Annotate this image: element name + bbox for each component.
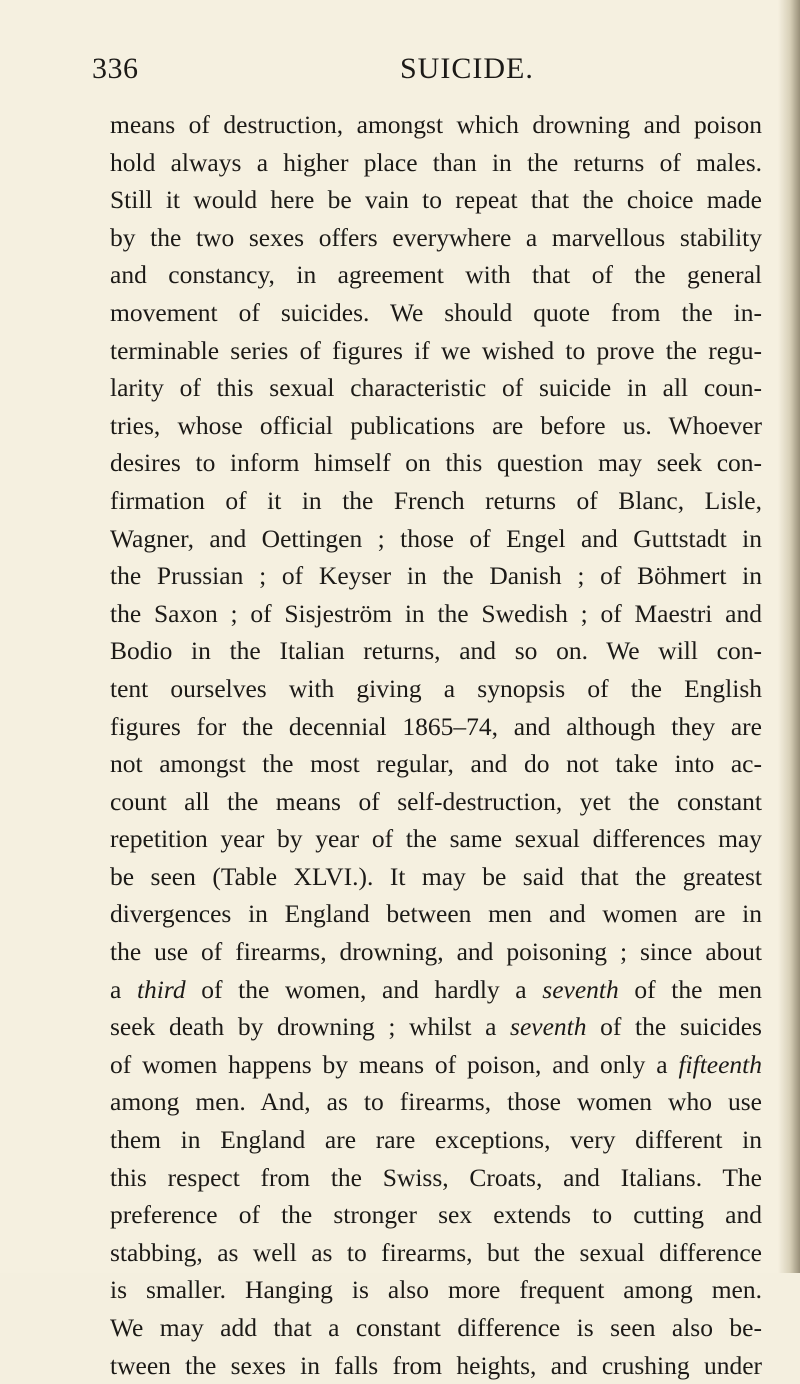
text-line: not amongst the most regular, and do not take into ac- xyxy=(110,749,762,779)
text-line: Bodio in the Italian returns, and so on. We will con- xyxy=(110,636,762,666)
running-title: SUICIDE. xyxy=(400,52,534,85)
body-text xyxy=(110,106,762,1384)
text-line: repetition year by year of the same sexual differences may xyxy=(110,824,762,854)
text-line: the Prussian ; of Keyser in the Danish ; of Böhmert in xyxy=(110,561,762,591)
italic-fragment: seventh xyxy=(542,974,619,1004)
text-line: movement of suicides. We should quote from the in- xyxy=(110,297,762,327)
text-line: We may add that a constant difference is seen also be- xyxy=(110,1313,762,1342)
text-line: among men. And, as to firearms, those women who use xyxy=(110,1087,762,1117)
text-line: firmation of it in the French returns of Blanc, Lisle, xyxy=(110,485,762,515)
text-line: tries, whose official publications are before us. Whoever xyxy=(110,410,762,440)
text-fragment: of the suicides xyxy=(586,1012,762,1042)
text-line: by the two sexes offers everywhere a marvellous stability xyxy=(110,222,762,252)
text-line: means of destruction, amongst which drowning and poison xyxy=(110,110,762,139)
text-line: and constancy, in agreement with that of the general xyxy=(110,260,762,290)
text-line: the use of firearms, drowning, and poisoning ; since about xyxy=(110,937,762,967)
text-line: be seen (Table XLVI.). It may be said that the greatest xyxy=(110,861,762,891)
text-line: Still it would here be vain to repeat that the choice made xyxy=(110,185,762,215)
text-line: terminable series of figures if we wished to prove the regu- xyxy=(110,335,762,365)
page-number: 336 xyxy=(92,52,139,85)
text-line: larity of this sexual characteristic of suicide in all coun- xyxy=(110,373,762,403)
page-edge-shadow xyxy=(778,0,800,1273)
text-fragment: of the women, and hardly a xyxy=(185,974,543,1004)
text-fragment: seek death by drowning ; whilst a xyxy=(110,1012,511,1042)
text-line: figures for the decennial 1865–74, and although they are xyxy=(110,711,762,741)
text-line: the Saxon ; of Sisjeström in the Swedish ; of Maestri and xyxy=(110,598,762,628)
text-fragment: of women happens by means of poison, and only a xyxy=(110,1049,679,1079)
text-fragment: a xyxy=(110,974,137,1004)
text-line xyxy=(110,1008,762,1046)
text-fragment: of the men xyxy=(618,974,762,1004)
text-line: divergences in England between men and women are in xyxy=(110,899,762,929)
text-line: tent ourselves with giving a synopsis of the English xyxy=(110,673,762,703)
text-line xyxy=(110,1046,762,1084)
italic-fragment: fifteenth xyxy=(678,1049,762,1079)
text-line: preference of the stronger sex extends to cutting and xyxy=(110,1200,762,1230)
text-line: desires to inform himself on this question may seek con- xyxy=(110,448,762,478)
text-line: is smaller. Hanging is also more frequent among men. xyxy=(110,1275,762,1305)
text-line xyxy=(110,971,762,1009)
text-line: Wagner, and Oettingen ; those of Engel and Guttstadt in xyxy=(110,523,762,553)
page-header xyxy=(92,52,762,92)
text-line: stabbing, as well as to firearms, but the sexual difference xyxy=(110,1237,762,1267)
text-line: this respect from the Swiss, Croats, and Italians. The xyxy=(110,1162,762,1192)
text-line: hold always a higher place than in the returns of males. xyxy=(110,147,762,177)
text-line: tween the sexes in falls from heights, and crushing under xyxy=(110,1350,762,1380)
italic-fragment: seventh xyxy=(510,1012,587,1042)
text-line: them in England are rare exceptions, very different in xyxy=(110,1125,762,1155)
text-line: count all the means of self-destruction, yet the constant xyxy=(110,786,762,816)
italic-fragment: third xyxy=(136,974,186,1004)
